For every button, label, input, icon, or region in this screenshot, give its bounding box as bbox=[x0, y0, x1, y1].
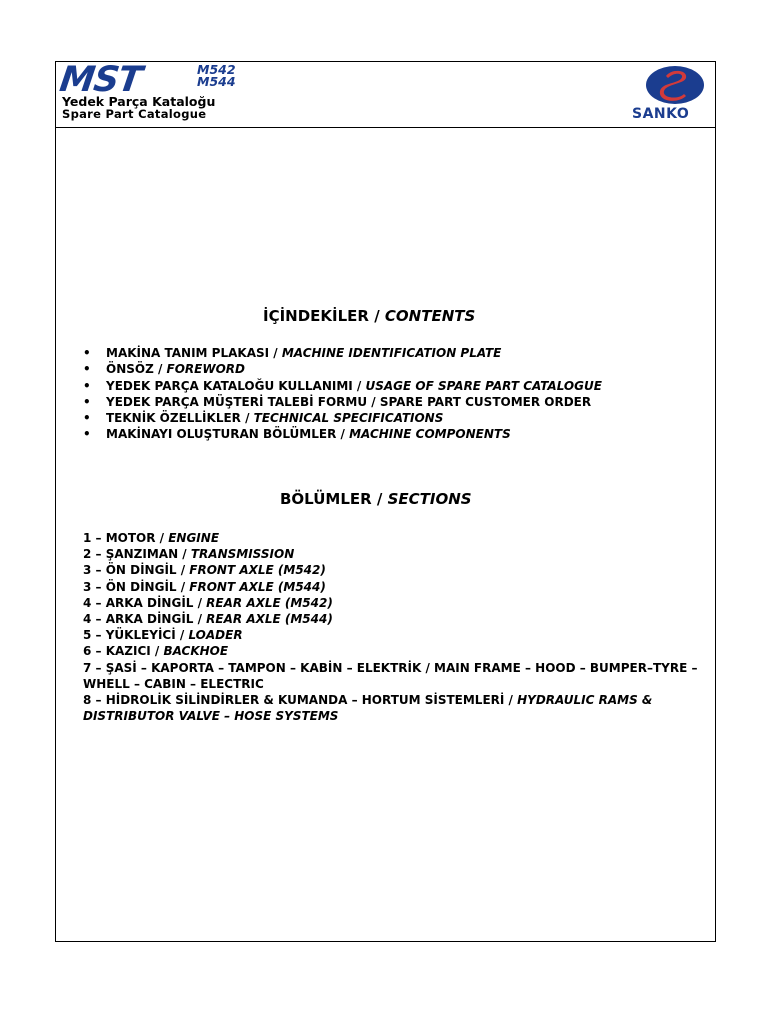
section-item-tr: 8 – HİDROLİK SİLİNDİRLER & KUMANDA – HORTUM SİSTEMLERİ / bbox=[83, 693, 518, 708]
sections-heading-en: SECTIONS bbox=[387, 490, 472, 508]
section-item-tr: 6 – KAZICI / bbox=[83, 644, 164, 659]
catalogue-title-en: Spare Part Catalogue bbox=[62, 107, 207, 121]
contents-item-en: MACHINE IDENTIFICATION PLATE bbox=[281, 346, 502, 360]
section-item-en: TRANSMISSION bbox=[190, 547, 295, 562]
section-item-en: FRONT AXLE (M544) bbox=[189, 579, 326, 594]
contents-item-tr: TEKNİK ÖZELLİKLER / bbox=[106, 411, 254, 426]
section-item-tr: 3 – ÖN DİNGİL / bbox=[83, 579, 190, 594]
contents-list bbox=[83, 345, 602, 443]
section-item-en: REAR AXLE (M544) bbox=[206, 612, 333, 627]
model-number: M544 bbox=[197, 74, 236, 89]
contents-item-en: USAGE OF SPARE PART CATALOGUE bbox=[365, 378, 602, 393]
section-item bbox=[83, 627, 713, 643]
mst-logo: MST bbox=[57, 60, 144, 100]
section-item-tr: 2 – ŞANZIMAN / bbox=[83, 547, 191, 562]
sections-heading bbox=[280, 490, 472, 508]
section-item bbox=[83, 595, 713, 611]
contents-item-en: MACHINE COMPONENTS bbox=[349, 427, 511, 442]
section-item-tr: 5 – YÜKLEYİCİ / bbox=[83, 628, 189, 643]
section-item bbox=[83, 692, 713, 724]
sanko-logo-icon bbox=[644, 64, 706, 106]
contents-item-tr: YEDEK PARÇA MÜŞTERİ TALEBİ FORMU / bbox=[106, 394, 380, 409]
section-item bbox=[83, 562, 713, 578]
sanko-brand: SANKO bbox=[632, 106, 690, 122]
contents-item bbox=[83, 410, 602, 426]
contents-item bbox=[83, 426, 602, 442]
section-item-tr: 4 – ARKA DİNGİL / bbox=[83, 595, 207, 610]
contents-item-tr: YEDEK PARÇA KATALOĞU KULLANIMI / bbox=[106, 378, 366, 393]
section-item-en: FRONT AXLE (M542) bbox=[189, 563, 326, 578]
section-item bbox=[83, 579, 713, 595]
section-item-tr: 4 – ARKA DİNGİL / bbox=[83, 612, 207, 627]
contents-item-tr: MAKİNAYI OLUŞTURAN BÖLÜMLER / bbox=[106, 427, 350, 442]
section-item-en: REAR AXLE (M542) bbox=[206, 595, 333, 610]
section-item-tr: 3 – ÖN DİNGİL / bbox=[83, 563, 190, 578]
section-item-tr: 7 – ŞASİ – KAPORTA – TAMPON – KABİN – ELEKTRİK / MAIN FRAME – HOOD – BUMPER–TYRE – WHELL – CABIN – ELECTRIC bbox=[83, 660, 698, 691]
contents-item-en: FOREWORD bbox=[166, 362, 246, 377]
model-number: M542 bbox=[197, 62, 236, 77]
contents-item bbox=[83, 361, 602, 377]
sections-heading-tr: BÖLÜMLER / bbox=[280, 490, 388, 508]
contents-heading bbox=[263, 307, 475, 325]
page-frame bbox=[55, 61, 716, 942]
contents-item-en: SPARE PART CUSTOMER ORDER bbox=[379, 394, 592, 409]
section-item bbox=[83, 546, 713, 562]
section-item-en: HYDRAULIC RAMS & DISTRIBUTOR VALVE – HOSE SYSTEMS bbox=[83, 693, 653, 724]
contents-item bbox=[83, 394, 602, 410]
contents-item bbox=[83, 378, 602, 394]
section-item-en: BACKHOE bbox=[163, 644, 229, 659]
contents-item-en: TECHNICAL SPECIFICATIONS bbox=[253, 411, 444, 426]
section-item-en: ENGINE bbox=[168, 531, 220, 545]
contents-heading-tr: İÇİNDEKİLER / bbox=[263, 307, 385, 325]
section-item-tr: 1 – MOTOR / bbox=[83, 531, 169, 545]
catalogue-title-tr: Yedek Parça Kataloğu bbox=[62, 94, 216, 109]
model-numbers bbox=[197, 64, 236, 88]
section-item bbox=[83, 643, 713, 659]
section-item-en: LOADER bbox=[188, 628, 243, 643]
contents-item bbox=[83, 345, 602, 361]
section-item bbox=[83, 660, 713, 692]
page-header bbox=[56, 62, 715, 128]
contents-heading-en: CONTENTS bbox=[384, 307, 476, 325]
contents-item-tr: MAKİNA TANIM PLAKASI / bbox=[106, 346, 282, 360]
contents-item-tr: ÖNSÖZ / bbox=[106, 362, 167, 377]
section-item bbox=[83, 611, 713, 627]
section-item bbox=[83, 530, 713, 546]
sections-list bbox=[83, 530, 713, 724]
